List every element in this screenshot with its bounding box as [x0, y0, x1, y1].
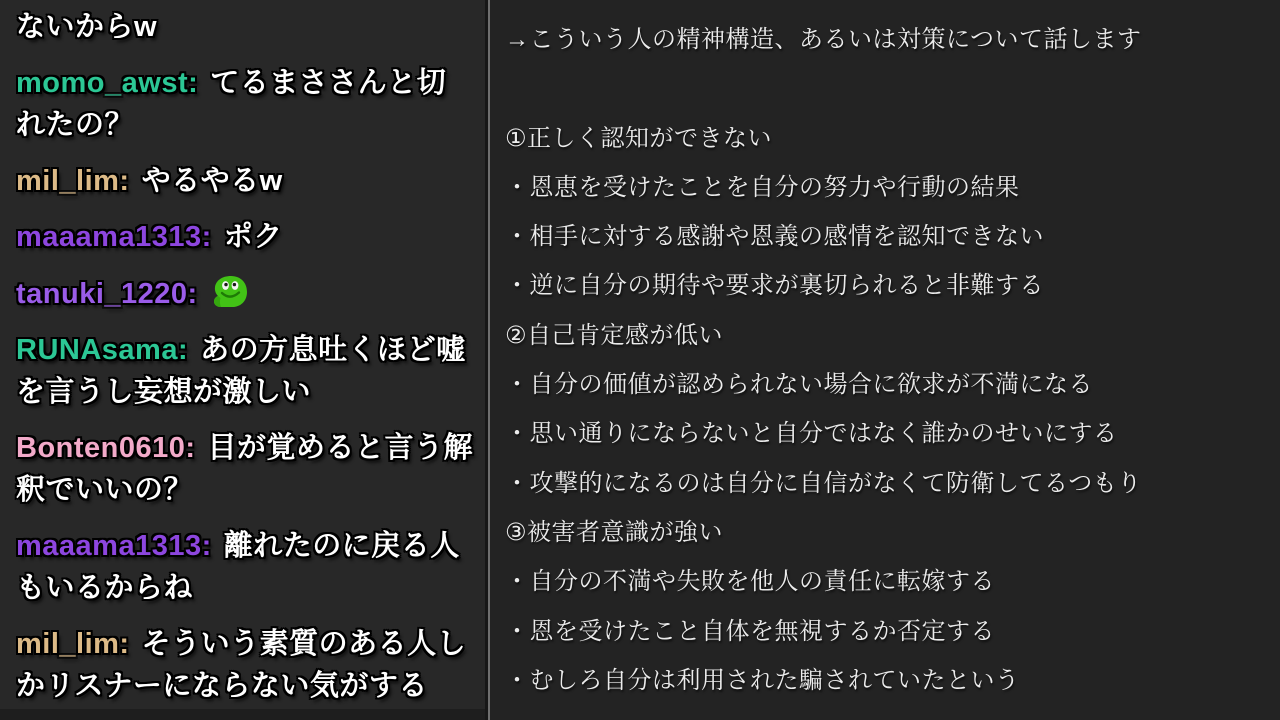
chat-message: [16, 62, 475, 146]
chat-bottom-edge: [0, 709, 485, 720]
chat-message-text: 目が覚めると言う解釈でいいの？: [16, 432, 474, 506]
chat-messages: [16, 6, 475, 707]
notes-line: ・恩を受けたこと自体を無視するか否定する: [505, 617, 995, 645]
chat-panel[interactable]: [0, 0, 485, 720]
notes-line: ・逆に自分の期待や要求が裏切られると非難する: [505, 272, 1044, 300]
chat-message: [16, 623, 475, 707]
chat-message: [16, 160, 475, 202]
chat-username[interactable]: tanuki_1220:: [16, 278, 198, 310]
notes-line: ・自分の価値が認められない場合に欲求が不満になる: [505, 371, 1093, 399]
notes-line: ・相手に対する感謝や恩義の感情を認知できない: [505, 223, 1044, 251]
chat-username[interactable]: mil_lim:: [16, 628, 130, 660]
chat-username[interactable]: RUNAsama:: [16, 334, 189, 366]
chat-username[interactable]: maaama1313:: [16, 530, 212, 562]
notes-line: ・むしろ自分は利用された騙されていたという: [505, 666, 1020, 694]
chat-message-text: ポク: [223, 221, 283, 253]
notes-line: ・思い通りにならないと自分ではなく誰かのせいにする: [505, 420, 1118, 448]
notes-line: ③被害者意識が強い: [505, 518, 724, 546]
chat-message: [16, 6, 475, 48]
notes-line: ②自己肯定感が低い: [505, 321, 724, 349]
chat-message: [16, 272, 475, 315]
notes-line: [505, 64, 1272, 113]
notes-panel[interactable]: [490, 0, 1280, 720]
chat-message-text: そういう素質のある人しかリスナーにならない気がする: [16, 628, 467, 702]
chat-message: [16, 525, 475, 609]
notes-line: →こういう人の精神構造、あるいは対策について話します: [505, 26, 1142, 53]
notes-line: ①正しく認知ができない: [505, 124, 773, 152]
chat-message: [16, 216, 475, 258]
chat-message: [16, 427, 475, 511]
chat-username[interactable]: momo_awst:: [16, 67, 199, 99]
chat-username[interactable]: mil_lim:: [16, 165, 130, 197]
smiley-emote-icon: [210, 272, 250, 312]
chat-message-text: やるやるw: [141, 165, 283, 197]
chat-username[interactable]: Bonten0610:: [16, 432, 196, 464]
chat-username[interactable]: maaama1313:: [16, 221, 212, 253]
chat-message-text: あの方息吐くほど嘘を言うし妄想が激しい: [16, 334, 466, 408]
chat-message-text: 離れたのに戻る人もいるからね: [16, 530, 460, 604]
notes-line: ・攻撃的になるのは自分に自信がなくて防衛してるつもり: [505, 469, 1142, 497]
notes-line: ・自分の不満や失敗を他人の責任に転嫁する: [505, 568, 995, 596]
chat-message-text: ないからw: [16, 11, 158, 43]
chat-message: [16, 329, 475, 413]
notes-lines: [505, 15, 1272, 705]
chat-message-text: てるまささんと切れたの？: [16, 67, 447, 141]
notes-line: ・恩恵を受けたことを自分の努力や行動の結果: [505, 173, 1020, 201]
